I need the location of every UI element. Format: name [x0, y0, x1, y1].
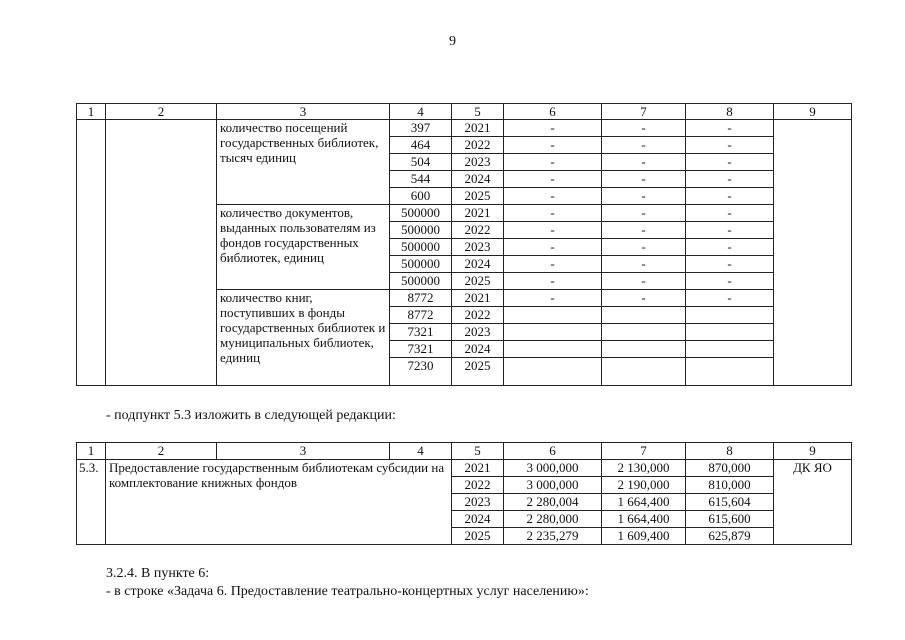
indicator-description: количество документов, выданных пользователям из фондов государственных библиотек, единиц: [217, 205, 390, 290]
indicator-value: 464: [390, 137, 452, 154]
value-cell: -: [504, 290, 602, 307]
year-cell: 2023: [452, 154, 504, 171]
subsidy-table: [76, 442, 852, 545]
value-cell: -: [602, 137, 686, 154]
year-cell: 2025: [452, 188, 504, 205]
header-cell: 2: [106, 443, 217, 460]
header-cell: 7: [602, 104, 686, 120]
blank-cell: [106, 120, 217, 386]
header-cell: 5: [452, 104, 504, 120]
indicator-value: 600: [390, 188, 452, 205]
indicator-description: количество книг, поступивших в фонды государственных библиотек и муниципальных библиотек, единиц: [217, 290, 390, 386]
value-cell: -: [602, 120, 686, 137]
table-header-row: [77, 104, 852, 120]
header-cell: 3: [217, 104, 390, 120]
value-cell: -: [504, 188, 602, 205]
year-cell: 2025: [452, 528, 504, 545]
year-cell: 2024: [452, 171, 504, 188]
value-cell: -: [686, 171, 774, 188]
blank-cell: [774, 120, 852, 386]
year-cell: 2022: [452, 307, 504, 324]
year-cell: 2021: [452, 290, 504, 307]
indicator-value: 544: [390, 171, 452, 188]
value-cell: -: [602, 171, 686, 188]
year-cell: 2021: [452, 120, 504, 137]
indicator-value: 500000: [390, 239, 452, 256]
amount-cell: 2 280,004: [504, 494, 602, 511]
indicator-value: 500000: [390, 256, 452, 273]
value-cell: [686, 324, 774, 341]
year-cell: 2022: [452, 137, 504, 154]
value-cell: [686, 358, 774, 386]
value-cell: -: [686, 222, 774, 239]
value-cell: -: [504, 222, 602, 239]
amount-cell: 615,600: [686, 511, 774, 528]
value-cell: [504, 324, 602, 341]
indicator-value: 8772: [390, 290, 452, 307]
value-cell: -: [602, 239, 686, 256]
value-cell: [686, 307, 774, 324]
executor-cell: ДК ЯО: [774, 460, 852, 545]
value-cell: [602, 324, 686, 341]
indicators-table: [76, 103, 852, 386]
header-cell: 9: [774, 104, 852, 120]
header-cell: 6: [504, 443, 602, 460]
paragraph-point: 3.2.4. В пункте 6:: [106, 566, 210, 581]
item-description: Предоставление государственным библиотекам субсидии на комплектование книжных фондов: [106, 460, 452, 545]
table-row: [77, 460, 852, 477]
header-cell: 2: [106, 104, 217, 120]
value-cell: -: [686, 120, 774, 137]
year-cell: 2024: [452, 341, 504, 358]
value-cell: -: [686, 188, 774, 205]
indicator-value: 500000: [390, 222, 452, 239]
year-cell: 2023: [452, 239, 504, 256]
amount-cell: 2 130,000: [602, 460, 686, 477]
indicator-value: 7321: [390, 324, 452, 341]
value-cell: -: [602, 290, 686, 307]
value-cell: -: [504, 273, 602, 290]
year-cell: 2024: [452, 511, 504, 528]
value-cell: -: [504, 171, 602, 188]
amount-cell: 1 609,400: [602, 528, 686, 545]
value-cell: [504, 341, 602, 358]
year-cell: 2021: [452, 460, 504, 477]
amount-cell: 1 664,400: [602, 511, 686, 528]
value-cell: -: [504, 120, 602, 137]
value-cell: -: [602, 273, 686, 290]
value-cell: -: [504, 205, 602, 222]
value-cell: -: [686, 256, 774, 273]
year-cell: 2022: [452, 222, 504, 239]
year-cell: 2023: [452, 494, 504, 511]
year-cell: 2023: [452, 324, 504, 341]
value-cell: [602, 341, 686, 358]
value-cell: -: [686, 273, 774, 290]
year-cell: 2024: [452, 256, 504, 273]
header-cell: 6: [504, 104, 602, 120]
amount-cell: 3 000,000: [504, 477, 602, 494]
header-cell: 8: [686, 104, 774, 120]
table-row: [77, 120, 852, 137]
indicator-value: 8772: [390, 307, 452, 324]
paragraph-subpoint: - подпункт 5.3 изложить в следующей редакции:: [106, 408, 396, 423]
value-cell: -: [686, 154, 774, 171]
table-header-row: [77, 443, 852, 460]
value-cell: -: [602, 256, 686, 273]
value-cell: -: [504, 239, 602, 256]
value-cell: [504, 358, 602, 386]
indicator-value: 397: [390, 120, 452, 137]
amount-cell: 3 000,000: [504, 460, 602, 477]
header-cell: 5: [452, 443, 504, 460]
header-cell: 9: [774, 443, 852, 460]
value-cell: -: [602, 222, 686, 239]
header-cell: 7: [602, 443, 686, 460]
amount-cell: 1 664,400: [602, 494, 686, 511]
year-cell: 2025: [452, 358, 504, 386]
value-cell: -: [686, 137, 774, 154]
amount-cell: 2 280,000: [504, 511, 602, 528]
indicator-value: 7321: [390, 341, 452, 358]
blank-cell: [77, 120, 106, 386]
indicator-value: 504: [390, 154, 452, 171]
value-cell: -: [504, 154, 602, 171]
value-cell: -: [686, 290, 774, 307]
amount-cell: 2 235,279: [504, 528, 602, 545]
page-number: 9: [449, 34, 456, 49]
value-cell: -: [602, 188, 686, 205]
header-cell: 4: [390, 104, 452, 120]
header-cell: 3: [217, 443, 390, 460]
header-cell: 1: [77, 443, 106, 460]
value-cell: -: [504, 137, 602, 154]
value-cell: [504, 307, 602, 324]
value-cell: -: [504, 256, 602, 273]
paragraph-task-line: - в строке «Задача 6. Предоставление театрально-концертных услуг населению»:: [106, 584, 589, 599]
year-cell: 2025: [452, 273, 504, 290]
amount-cell: 615,604: [686, 494, 774, 511]
header-cell: 4: [390, 443, 452, 460]
year-cell: 2021: [452, 205, 504, 222]
value-cell: -: [686, 205, 774, 222]
amount-cell: 2 190,000: [602, 477, 686, 494]
amount-cell: 625,879: [686, 528, 774, 545]
value-cell: [602, 358, 686, 386]
indicator-value: 7230: [390, 358, 452, 386]
year-cell: 2022: [452, 477, 504, 494]
header-cell: 1: [77, 104, 106, 120]
value-cell: -: [602, 154, 686, 171]
value-cell: -: [602, 205, 686, 222]
indicator-value: 500000: [390, 205, 452, 222]
header-cell: 8: [686, 443, 774, 460]
indicator-description: количество посещений государственных библиотек, тысяч единиц: [217, 120, 390, 205]
indicator-value: 500000: [390, 273, 452, 290]
value-cell: -: [686, 239, 774, 256]
value-cell: [686, 341, 774, 358]
amount-cell: 810,000: [686, 477, 774, 494]
item-number: 5.3.: [77, 460, 106, 545]
value-cell: [602, 307, 686, 324]
amount-cell: 870,000: [686, 460, 774, 477]
